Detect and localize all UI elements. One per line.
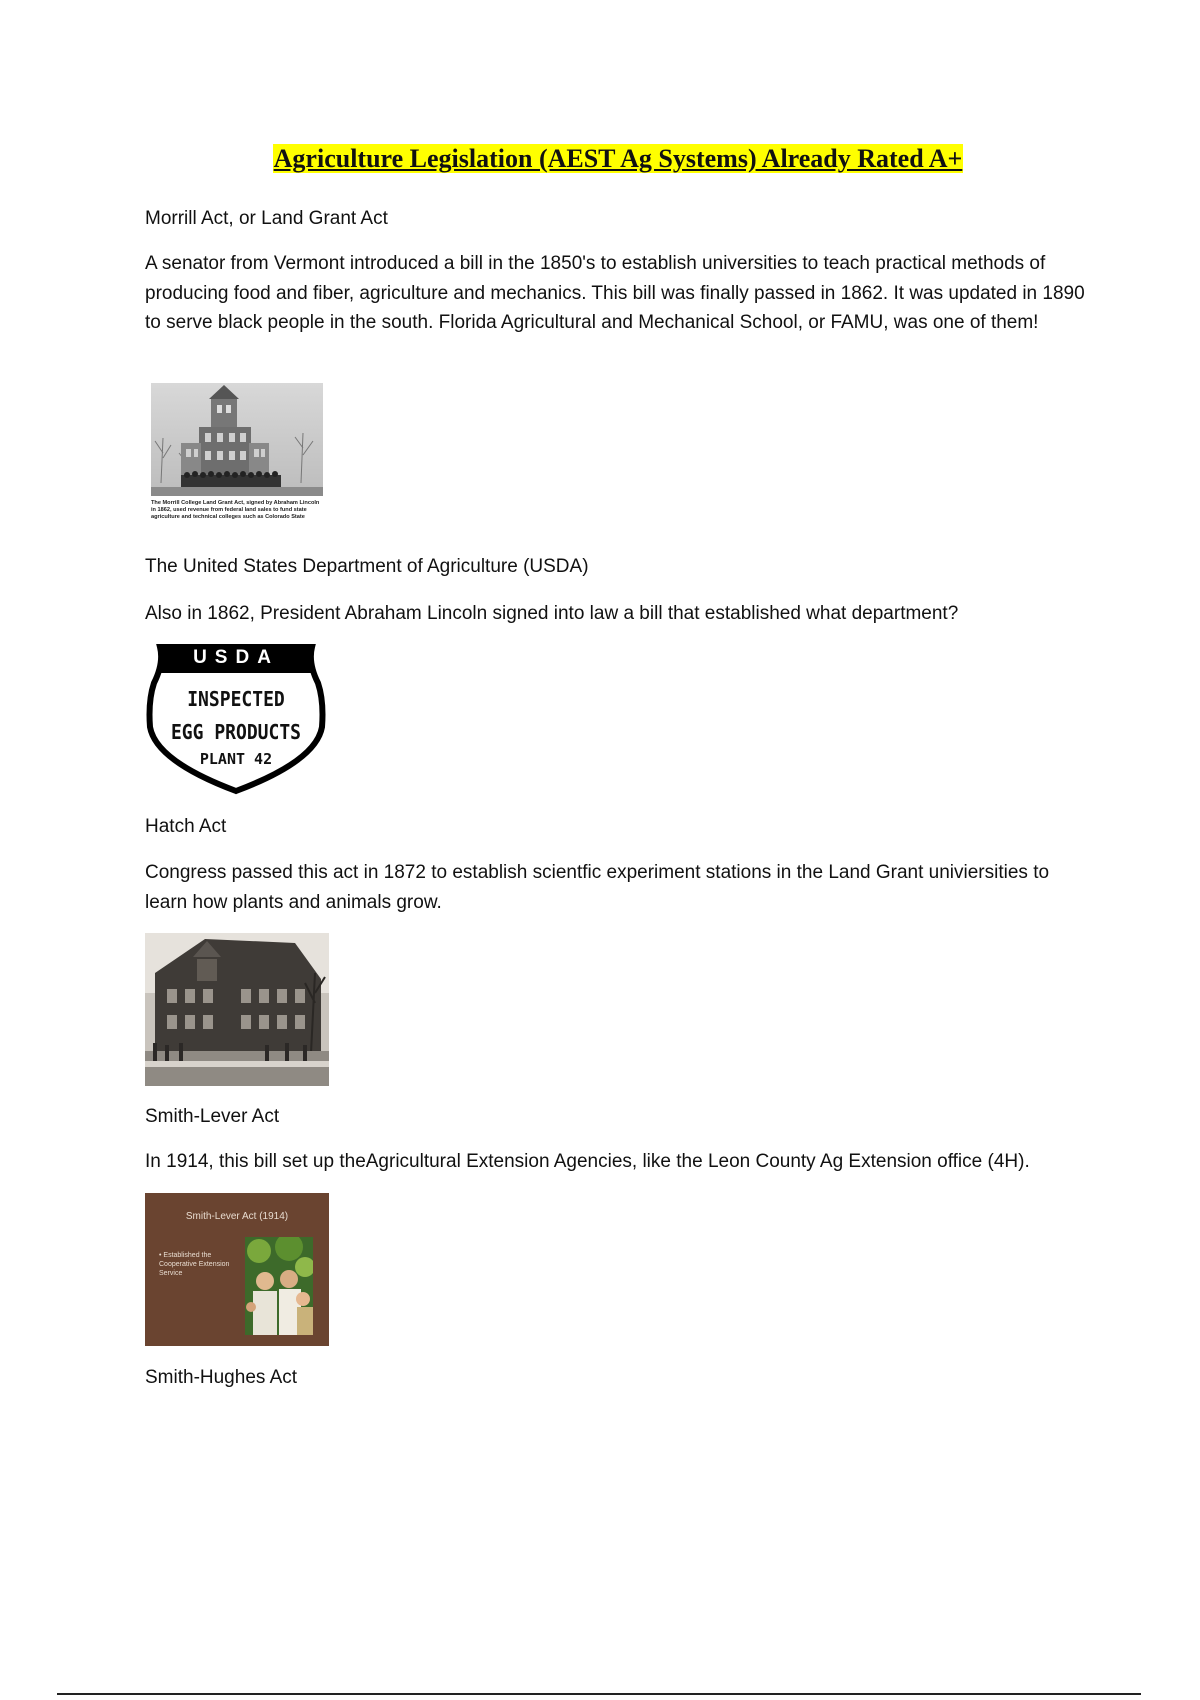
- smith-hughes-heading: Smith-Hughes Act: [145, 1367, 298, 1388]
- title-text: Agriculture Legislation (AEST Ag Systems) Already Rated A+: [273, 144, 963, 173]
- smith-lever-heading: Smith-Lever Act: [145, 1106, 280, 1127]
- photo-caption: The Morrill College Land Grant Act, signed by Abraham Lincoln in 1862, used revenue from federal land sales to fund state agriculture and technical colleges such as Colorado State: [151, 500, 320, 520]
- morrill-college-photo: [151, 383, 323, 539]
- smith-lever-paragraph: In 1914, this bill set up theAgricultural Extension Agencies, like the Leon County Ag Extension office (4H).: [145, 1151, 1030, 1172]
- usda-badge-top: USDA: [193, 647, 279, 668]
- smith-lever-slide: [145, 1193, 329, 1346]
- extension-service-picture: [245, 1237, 313, 1335]
- hatch-paragraph: Congress passed this act in 1872 to establish scientfic experiment stations in the Land Grant univiersities to learn how plants and animals grow.: [145, 862, 1050, 913]
- morrill-heading: Morrill Act, or Land Grant Act: [145, 208, 388, 229]
- morrill-paragraph: A senator from Vermont introduced a bill in the 1850's to establish universities to teach practical methods of producing food and fiber, agriculture and mechanics. This bill was finally passed in 1862. It was updated in 1890 to serve black people in the south. Florida Agricultural and Mechanical School, or FAMU, was one of them!: [145, 253, 1085, 333]
- experiment-station-photo: [145, 933, 329, 1086]
- experiment-station-image: [145, 933, 329, 1086]
- page-bottom-rule: [57, 1693, 1141, 1695]
- hatch-heading: Hatch Act: [145, 816, 227, 837]
- usda-badge-line3: PLANT 42: [199, 750, 273, 768]
- usda-shield-image: [146, 643, 326, 795]
- usda-heading: The United States Department of Agriculture (USDA): [145, 556, 589, 577]
- slide-title: Smith-Lever Act (1914): [185, 1211, 289, 1222]
- usda-badge-line2: EGG PRODUCTS: [170, 720, 302, 745]
- slide-bullet: • Established the Cooperative Extension Service: [159, 1252, 230, 1277]
- usda-paragraph: Also in 1862, President Abraham Lincoln signed into law a bill that established what department?: [145, 603, 959, 624]
- document-title: [0, 144, 1200, 174]
- usda-badge-line1: INSPECTED: [187, 687, 285, 712]
